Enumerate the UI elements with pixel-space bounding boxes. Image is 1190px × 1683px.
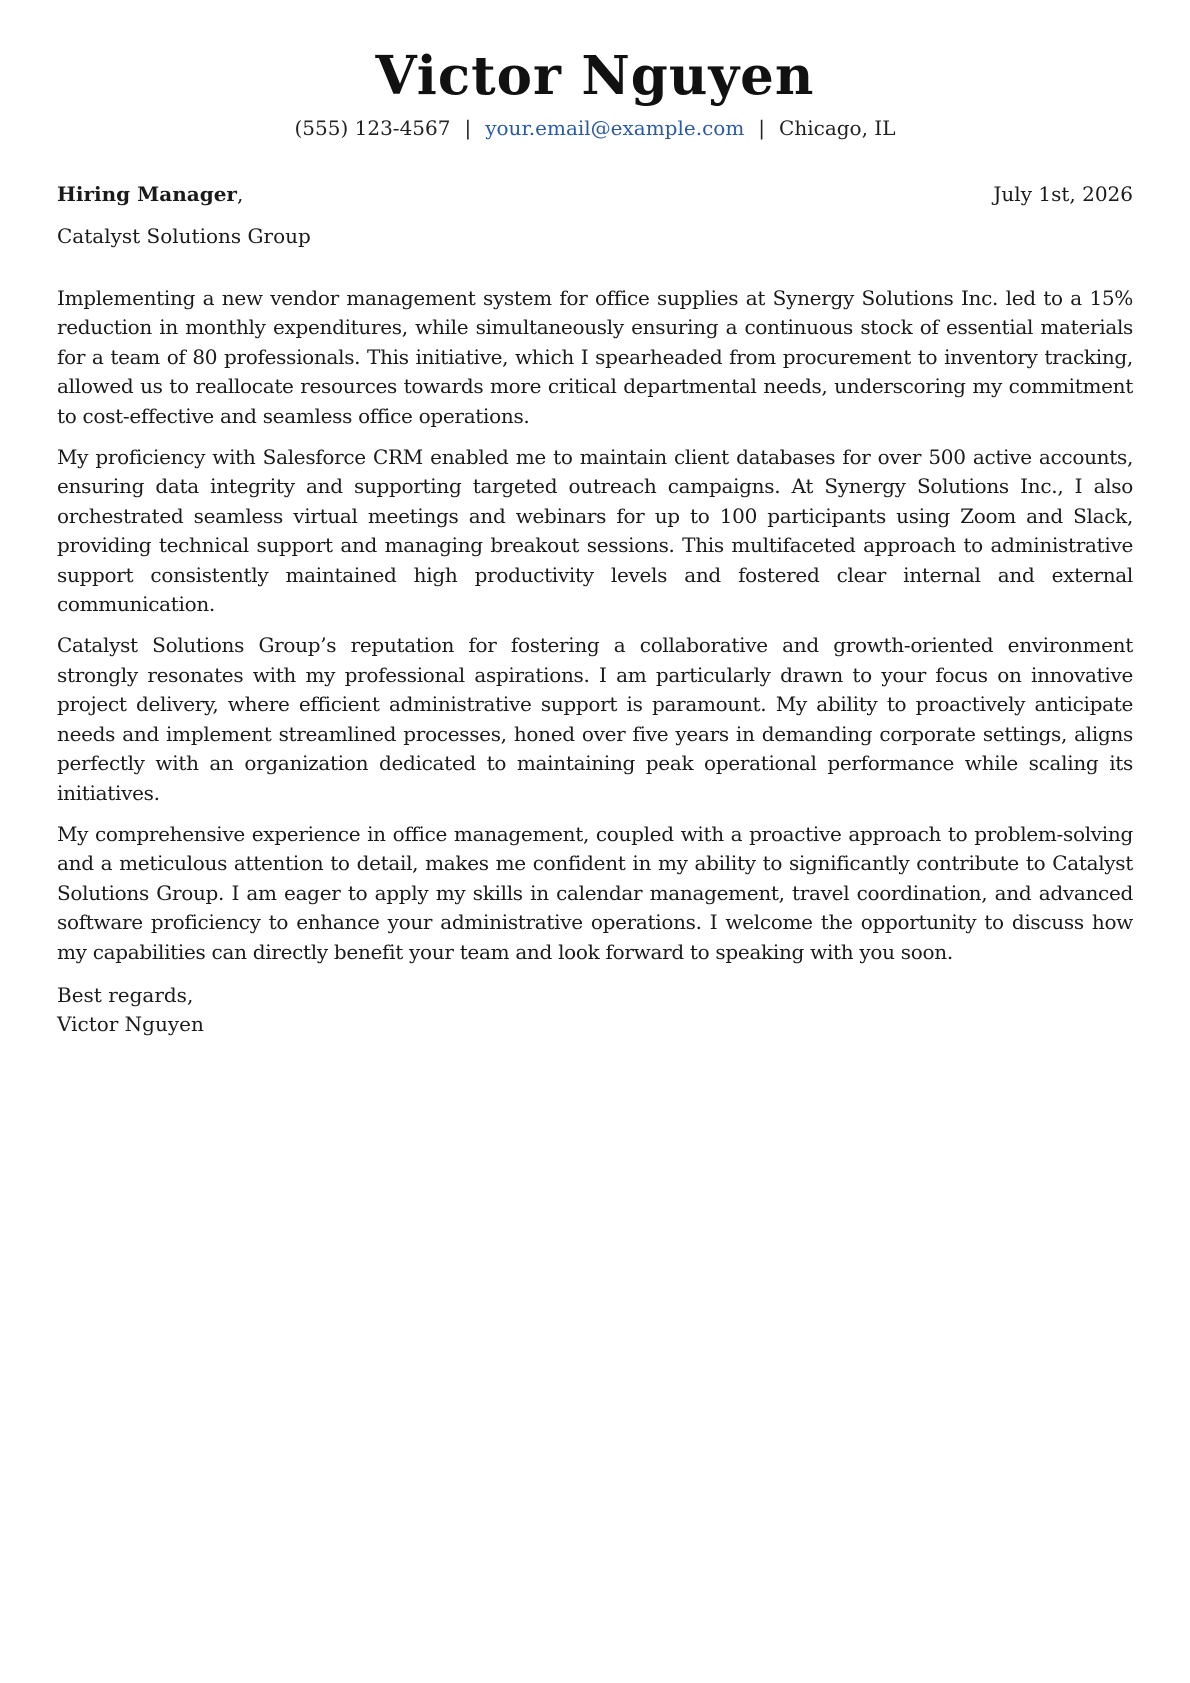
contact-separator: | bbox=[758, 116, 766, 140]
closing-salutation: Best regards, bbox=[57, 982, 194, 1007]
letter-closing bbox=[57, 981, 1133, 1039]
contact-separator: | bbox=[464, 116, 472, 140]
recipient-row bbox=[57, 180, 1133, 208]
phone-number: (555) 123-4567 bbox=[294, 116, 451, 140]
contact-line bbox=[57, 114, 1133, 142]
applicant-name: Victor Nguyen bbox=[375, 45, 815, 107]
letter-date: July 1st, 2026 bbox=[993, 182, 1133, 206]
email-link[interactable]: your.email@example.com bbox=[485, 116, 745, 140]
recipient-name: Hiring Manager bbox=[57, 182, 237, 206]
body-paragraph: My proficiency with Salesforce CRM enabled me to maintain client databases for over 500 active accounts, ensuring data integrity and supporting targeted outreach campaigns. At Synergy Solutions Inc., I also orchestrated seamless virtual meetings and webinars for up to 100 participants using Zoom and Slack, providing technical support and managing breakout sessions. This multifaceted approach to administrative support consistently maintained high productivity levels and fostered clear internal and external communication. bbox=[57, 445, 1133, 617]
letter-body bbox=[57, 284, 1133, 967]
closing-signature: Victor Nguyen bbox=[57, 1011, 204, 1036]
body-paragraph: Implementing a new vendor management system for office supplies at Synergy Solutions Inc. led to a 15% reduction in monthly expenditures, while simultaneously ensuring a continuous stock of essential materials for a team of 80 professionals. This initiative, which I spearheaded from procurement to inventory tracking, allowed us to reallocate resources towards more critical departmental needs, underscoring my commitment to cost-effective and seamless office operations. bbox=[57, 286, 1133, 428]
location: Chicago, IL bbox=[779, 116, 896, 140]
body-paragraph: My comprehensive experience in office management, coupled with a proactive approach to problem-solving and a meticulous attention to detail, makes me confident in my ability to significantly contribute to Catalyst Solutions Group. I am eager to apply my skills in calendar management, travel coordination, and advanced software proficiency to enhance your administrative operations. I welcome the opportunity to discuss how my capabilities can directly benefit your team and look forward to speaking with you soon. bbox=[57, 821, 1133, 964]
body-paragraph: Catalyst Solutions Group’s reputation for fostering a collaborative and growth-oriented environment strongly resonates with my professional aspirations. I am particularly drawn to your focus on innovative project delivery, where efficient administrative support is paramount. My ability to proactively anticipate needs and implement streamlined processes, honed over five years in demanding corporate settings, aligns perfectly with an organization dedicated to maintaining peak operational performance while scaling its initiatives. bbox=[57, 633, 1133, 805]
recipient-company: Catalyst Solutions Group bbox=[57, 224, 311, 248]
recipient-greeting bbox=[57, 180, 243, 208]
recipient-name-suffix: , bbox=[236, 182, 244, 206]
